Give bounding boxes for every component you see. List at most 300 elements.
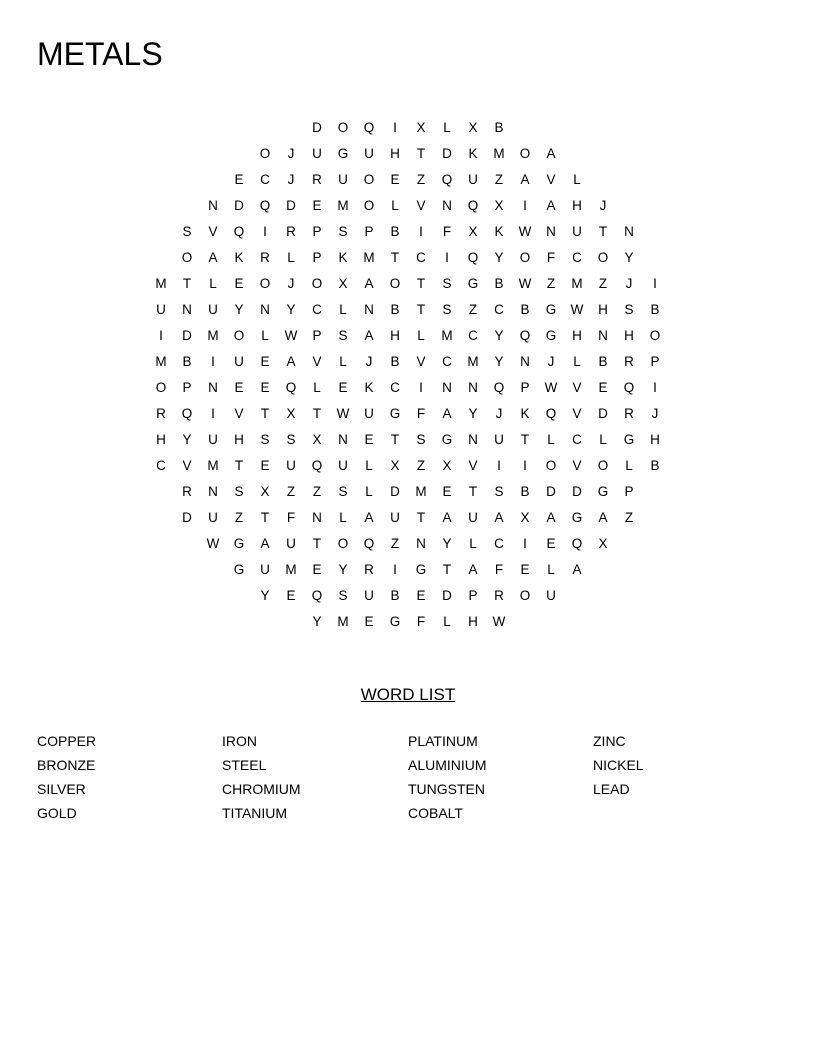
grid-letter: X (260, 484, 270, 499)
grid-letter: R (312, 172, 322, 187)
grid-letter: S (442, 302, 452, 317)
word-list-item: NICKEL (593, 757, 644, 773)
grid-letter: L (261, 328, 269, 343)
grid-letter: I (211, 406, 215, 421)
grid-letter: O (545, 458, 557, 473)
grid-letter: P (312, 328, 322, 343)
grid-letter: R (156, 406, 166, 421)
grid-letter: U (286, 458, 296, 473)
grid-letter: O (337, 120, 349, 135)
grid-letter: T (390, 432, 400, 447)
grid-letter: P (650, 354, 660, 369)
grid-letter: X (494, 198, 504, 213)
grid-letter: S (416, 432, 426, 447)
grid-letter: W (518, 224, 532, 239)
grid-letter: S (234, 484, 244, 499)
grid-letter: O (337, 536, 349, 551)
grid-letter: V (312, 354, 322, 369)
grid-letter: X (520, 510, 530, 525)
grid-letter: R (182, 484, 192, 499)
grid-letter: L (417, 328, 425, 343)
grid-letter: Q (623, 380, 635, 395)
grid-letter: J (651, 406, 659, 421)
grid-letter: M (493, 146, 505, 161)
grid-letter: F (286, 510, 296, 525)
grid-letter: K (234, 250, 244, 265)
grid-letter: T (260, 510, 270, 525)
grid-letter: Z (598, 276, 608, 291)
grid-letter: D (286, 198, 296, 213)
grid-letter: Y (494, 250, 504, 265)
grid-letter: A (208, 250, 218, 265)
grid-letter: S (286, 432, 296, 447)
grid-letter: T (416, 510, 426, 525)
grid-letter: N (624, 224, 634, 239)
grid-letter: I (393, 562, 397, 577)
grid-letter: C (494, 302, 504, 317)
grid-letter: A (364, 276, 374, 291)
grid-letter: U (208, 302, 218, 317)
grid-letter: W (206, 536, 220, 551)
grid-letter: Y (286, 302, 296, 317)
word-list-item: IRON (222, 733, 257, 749)
grid-letter: F (442, 224, 452, 239)
grid-letter: Z (468, 302, 478, 317)
grid-letter: L (365, 484, 373, 499)
grid-letter: D (572, 484, 582, 499)
grid-letter: E (364, 432, 374, 447)
grid-letter: O (259, 146, 271, 161)
grid-letter: M (285, 562, 297, 577)
grid-letter: P (182, 380, 192, 395)
grid-letter: X (286, 406, 296, 421)
grid-letter: S (182, 224, 192, 239)
grid-letter: D (442, 146, 452, 161)
grid-letter: M (337, 614, 349, 629)
grid-letter: F (494, 562, 504, 577)
grid-letter: T (598, 224, 608, 239)
grid-letter: C (442, 354, 452, 369)
grid-letter: I (523, 536, 527, 551)
grid-letter: E (260, 380, 270, 395)
grid-letter: B (494, 120, 504, 135)
grid-letter: G (571, 510, 583, 525)
grid-letter: U (364, 406, 374, 421)
grid-letter: L (469, 536, 477, 551)
word-list-item: ALUMINIUM (408, 757, 487, 773)
grid-letter: V (572, 380, 582, 395)
grid-letter: P (312, 250, 322, 265)
grid-letter: I (211, 354, 215, 369)
grid-letter: D (312, 120, 322, 135)
grid-letter: Q (181, 406, 193, 421)
grid-letter: A (546, 146, 556, 161)
grid-letter: O (519, 250, 531, 265)
grid-letter: A (520, 172, 530, 187)
grid-letter: K (520, 406, 530, 421)
grid-letter: H (572, 198, 582, 213)
grid-letter: O (597, 250, 609, 265)
grid-letter: Q (493, 380, 505, 395)
grid-letter: V (208, 224, 218, 239)
grid-letter: O (363, 172, 375, 187)
grid-letter: T (416, 146, 426, 161)
grid-letter: Z (390, 536, 400, 551)
grid-letter: X (416, 120, 426, 135)
grid-letter: B (520, 302, 530, 317)
grid-letter: U (364, 588, 374, 603)
grid-letter: P (468, 588, 478, 603)
grid-letter: C (468, 328, 478, 343)
grid-letter: U (546, 588, 556, 603)
grid-letter: Q (259, 198, 271, 213)
grid-letter: N (468, 432, 478, 447)
word-list-item: ZINC (593, 733, 626, 749)
grid-letter: Q (285, 380, 297, 395)
grid-letter: V (572, 458, 582, 473)
grid-letter: E (546, 536, 556, 551)
grid-letter: N (364, 302, 374, 317)
grid-letter: X (390, 458, 400, 473)
grid-letter: E (442, 484, 452, 499)
grid-letter: E (312, 562, 322, 577)
grid-letter: C (494, 536, 504, 551)
grid-letter: J (599, 198, 607, 213)
grid-letter: E (260, 458, 270, 473)
grid-letter: T (390, 250, 400, 265)
grid-letter: Q (545, 406, 557, 421)
grid-letter: U (468, 172, 478, 187)
grid-letter: X (312, 432, 322, 447)
grid-letter: U (208, 432, 218, 447)
grid-letter: I (263, 224, 267, 239)
grid-letter: O (233, 328, 245, 343)
grid-letter: E (364, 614, 374, 629)
grid-letter: H (390, 328, 400, 343)
grid-letter: U (390, 510, 400, 525)
word-list-item: GOLD (37, 805, 77, 821)
grid-letter: J (365, 354, 373, 369)
grid-letter: Z (416, 458, 426, 473)
grid-letter: I (653, 276, 657, 291)
grid-letter: O (155, 380, 167, 395)
grid-letter: V (182, 458, 192, 473)
grid-letter: L (365, 458, 373, 473)
grid-letter: C (416, 250, 426, 265)
grid-letter: Z (234, 510, 244, 525)
grid-letter: C (156, 458, 166, 473)
grid-letter: N (416, 536, 426, 551)
grid-letter: A (546, 510, 556, 525)
grid-letter: T (416, 276, 426, 291)
grid-letter: U (338, 458, 348, 473)
grid-letter: L (209, 276, 217, 291)
grid-letter: N (468, 380, 478, 395)
grid-letter: H (598, 302, 608, 317)
grid-letter: T (520, 432, 530, 447)
grid-letter: U (234, 354, 244, 369)
grid-letter: M (207, 458, 219, 473)
grid-letter: B (598, 354, 608, 369)
grid-letter: Y (468, 406, 478, 421)
grid-letter: J (547, 354, 555, 369)
grid-letter: O (311, 276, 323, 291)
grid-letter: W (284, 328, 298, 343)
grid-letter: T (312, 536, 322, 551)
grid-letter: R (364, 562, 374, 577)
grid-letter: L (625, 458, 633, 473)
grid-letter: T (442, 562, 452, 577)
grid-letter: V (468, 458, 478, 473)
grid-letter: I (497, 458, 501, 473)
grid-letter: Q (363, 536, 375, 551)
grid-letter: K (468, 146, 478, 161)
page-title: METALS (37, 36, 163, 72)
grid-letter: S (338, 328, 348, 343)
grid-letter: L (599, 432, 607, 447)
grid-letter: L (339, 510, 347, 525)
grid-letter: X (598, 536, 608, 551)
grid-letter: Q (233, 224, 245, 239)
grid-letter: T (234, 458, 244, 473)
grid-letter: N (208, 484, 218, 499)
grid-letter: A (442, 406, 452, 421)
grid-letter: J (495, 406, 503, 421)
grid-letter: T (182, 276, 192, 291)
grid-letter: A (546, 198, 556, 213)
grid-letter: L (547, 562, 555, 577)
grid-letter: O (181, 250, 193, 265)
grid-letter: V (546, 172, 556, 187)
grid-letter: U (338, 172, 348, 187)
grid-letter: X (338, 276, 348, 291)
grid-letter: Z (416, 172, 426, 187)
grid-letter: X (468, 224, 478, 239)
grid-letter: J (287, 276, 295, 291)
grid-letter: V (416, 198, 426, 213)
grid-letter: M (155, 276, 167, 291)
grid-letter: C (572, 250, 582, 265)
word-list-item: CHROMIUM (222, 781, 301, 797)
grid-letter: G (441, 432, 453, 447)
grid-letter: L (391, 198, 399, 213)
grid-letter: Y (182, 432, 192, 447)
grid-letter: J (287, 172, 295, 187)
grid-letter: A (468, 562, 478, 577)
grid-letter: J (625, 276, 633, 291)
grid-letter: O (363, 198, 375, 213)
grid-letter: D (546, 484, 556, 499)
grid-letter: I (419, 380, 423, 395)
grid-letter: A (442, 510, 452, 525)
grid-letter: W (336, 406, 350, 421)
grid-letter: I (393, 120, 397, 135)
grid-letter: V (234, 406, 244, 421)
grid-letter: H (234, 432, 244, 447)
grid-letter: W (518, 276, 532, 291)
grid-letter: S (338, 224, 348, 239)
grid-letter: I (445, 250, 449, 265)
grid-letter: E (390, 172, 400, 187)
word-list-item: COBALT (408, 805, 463, 821)
grid-letter: G (467, 276, 479, 291)
grid-letter: B (650, 302, 660, 317)
grid-letter: V (572, 406, 582, 421)
grid-letter: N (208, 198, 218, 213)
grid-letter: R (624, 354, 634, 369)
grid-letter: G (389, 406, 401, 421)
grid-letter: N (208, 380, 218, 395)
grid-letter: G (545, 328, 557, 343)
grid-letter: Y (338, 562, 348, 577)
grid-letter: G (233, 562, 245, 577)
grid-letter: M (337, 198, 349, 213)
grid-letter: Z (312, 484, 322, 499)
grid-letter: S (338, 588, 348, 603)
grid-letter: U (364, 146, 374, 161)
grid-letter: S (260, 432, 270, 447)
grid-letter: C (572, 432, 582, 447)
grid-letter: M (415, 484, 427, 499)
grid-letter: M (363, 250, 375, 265)
grid-letter: Q (467, 198, 479, 213)
grid-letter: B (390, 224, 400, 239)
grid-letter: D (234, 198, 244, 213)
grid-letter: T (312, 406, 322, 421)
grid-letter: A (364, 328, 374, 343)
grid-letter: Z (546, 276, 556, 291)
grid-letter: L (573, 172, 581, 187)
grid-letter: S (338, 484, 348, 499)
grid-letter: U (260, 562, 270, 577)
grid-letter: G (623, 432, 635, 447)
grid-letter: D (182, 510, 192, 525)
grid-letter: N (598, 328, 608, 343)
grid-letter: C (260, 172, 270, 187)
grid-letter: J (287, 146, 295, 161)
grid-letter: U (156, 302, 166, 317)
grid-letter: Q (441, 172, 453, 187)
grid-letter: Q (311, 458, 323, 473)
grid-letter: N (546, 224, 556, 239)
grid-letter: A (598, 510, 608, 525)
grid-letter: E (520, 562, 530, 577)
grid-letter: H (156, 432, 166, 447)
grid-letter: H (624, 328, 634, 343)
grid-letter: D (182, 328, 192, 343)
grid-letter: I (653, 380, 657, 395)
grid-letter: Q (571, 536, 583, 551)
grid-letter: U (312, 146, 322, 161)
grid-letter: U (208, 510, 218, 525)
grid-letter: H (468, 614, 478, 629)
grid-letter: P (312, 224, 322, 239)
grid-letter: O (259, 276, 271, 291)
word-list-item: SILVER (37, 781, 86, 797)
grid-letter: L (339, 354, 347, 369)
grid-letter: E (234, 380, 244, 395)
grid-letter: I (419, 224, 423, 239)
grid-letter: L (287, 250, 295, 265)
grid-letter: A (494, 510, 504, 525)
grid-letter: K (338, 250, 348, 265)
grid-letter: A (364, 510, 374, 525)
grid-letter: T (260, 406, 270, 421)
grid-letter: R (624, 406, 634, 421)
grid-letter: S (494, 484, 504, 499)
grid-letter: Z (494, 172, 504, 187)
grid-letter: H (390, 146, 400, 161)
grid-letter: U (572, 224, 582, 239)
grid-letter: G (337, 146, 349, 161)
grid-letter: T (416, 302, 426, 317)
grid-letter: M (441, 328, 453, 343)
grid-letter: B (390, 354, 400, 369)
grid-letter: N (442, 198, 452, 213)
grid-letter: H (650, 432, 660, 447)
grid-letter: Q (519, 328, 531, 343)
grid-letter: D (598, 406, 608, 421)
grid-letter: I (523, 458, 527, 473)
grid-letter: R (286, 224, 296, 239)
grid-letter: P (624, 484, 634, 499)
grid-letter: M (467, 354, 479, 369)
grid-letter: Q (311, 588, 323, 603)
grid-letter: O (597, 458, 609, 473)
grid-letter: Q (467, 250, 479, 265)
grid-letter: B (390, 588, 400, 603)
grid-letter: W (570, 302, 584, 317)
grid-letter: G (389, 614, 401, 629)
grid-letter: P (364, 224, 374, 239)
grid-letter: Y (494, 354, 504, 369)
grid-letter: I (523, 198, 527, 213)
grid-letter: O (519, 146, 531, 161)
grid-letter: E (234, 172, 244, 187)
grid-letter: F (416, 406, 426, 421)
grid-letter: B (182, 354, 192, 369)
grid-letter: C (312, 302, 322, 317)
grid-letter: N (312, 510, 322, 525)
grid-letter: M (207, 328, 219, 343)
grid-letter: G (545, 302, 557, 317)
grid-letter: Y (494, 328, 504, 343)
grid-letter: L (313, 380, 321, 395)
grid-letter: S (624, 302, 634, 317)
grid-letter: G (597, 484, 609, 499)
grid-letter: O (519, 588, 531, 603)
grid-letter: M (155, 354, 167, 369)
grid-letter: A (572, 562, 582, 577)
word-list-item: TUNGSTEN (408, 781, 485, 797)
grid-letter: N (338, 432, 348, 447)
grid-letter: A (286, 354, 296, 369)
grid-letter: Y (260, 588, 270, 603)
word-list-item: PLATINUM (408, 733, 478, 749)
grid-letter: T (468, 484, 478, 499)
grid-letter: R (494, 588, 504, 603)
grid-letter: B (390, 302, 400, 317)
grid-letter: M (571, 276, 583, 291)
grid-letter: L (339, 302, 347, 317)
grid-letter: U (286, 536, 296, 551)
grid-letter: H (572, 328, 582, 343)
grid-letter: P (520, 380, 530, 395)
grid-letter: O (389, 276, 401, 291)
grid-letter: W (492, 614, 506, 629)
grid-letter: N (182, 302, 192, 317)
grid-letter: D (390, 484, 400, 499)
